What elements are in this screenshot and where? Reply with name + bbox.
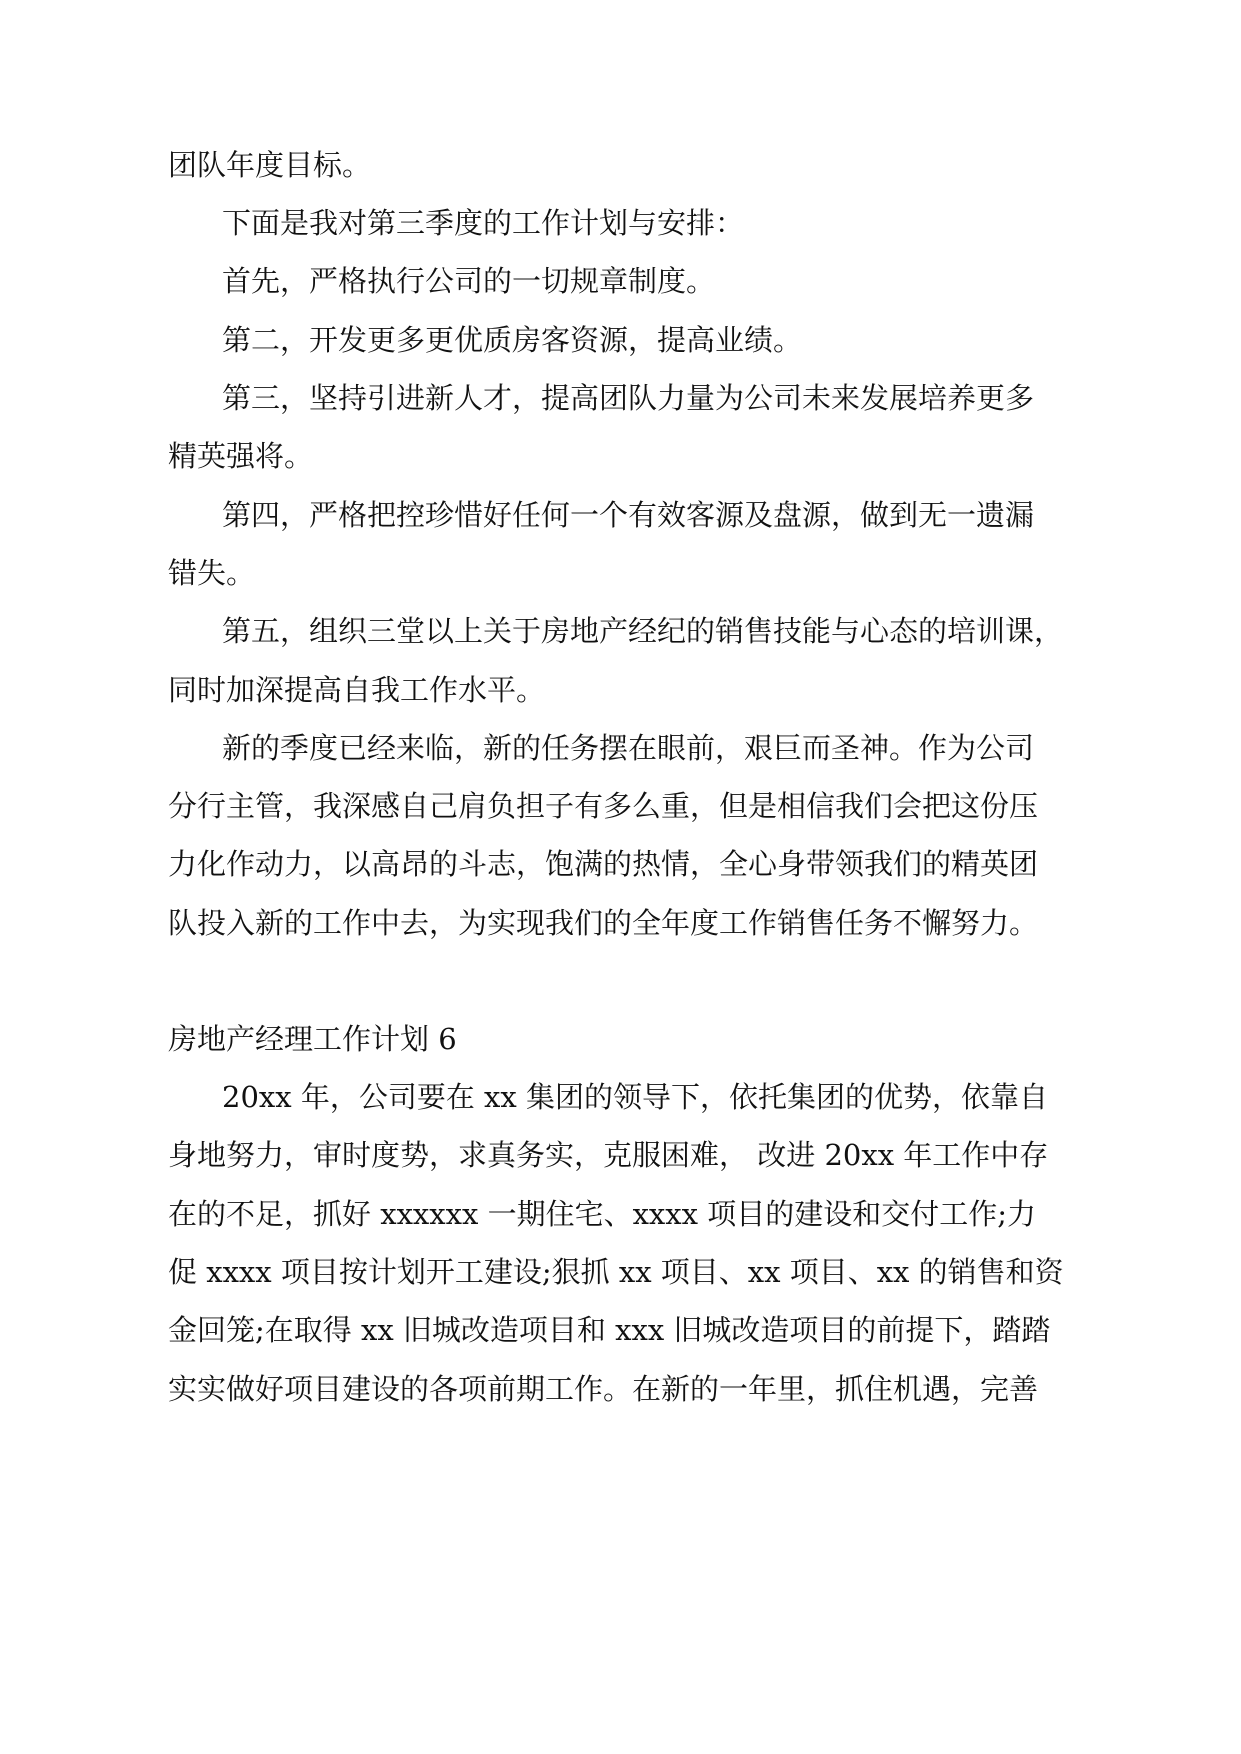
- paragraph-line: 实实做好项目建设的各项前期工作。在新的一年里，抓住机遇，完善: [168, 1372, 1039, 1406]
- paragraph-line: 新的季度已经来临，新的任务摆在眼前，艰巨而圣神。作为公司: [222, 731, 1035, 765]
- paragraph-line: 身地努力，审时度势，求真务实，克服困难， 改进 20xx 年工作中存: [168, 1138, 1049, 1172]
- paragraph-line: 精英强将。: [168, 439, 314, 473]
- paragraph-line: 团队年度目标。: [168, 148, 372, 182]
- paragraph-line: 第二，开发更多更优质房客资源，提高业绩。: [222, 323, 803, 357]
- paragraph-line: 促 xxxx 项目按计划开工建设;狠抓 xx 项目、xx 项目、xx 的销售和资: [168, 1255, 1064, 1289]
- paragraph-line: 在的不足，抓好 xxxxxx 一期住宅、xxxx 项目的建设和交付工作;力: [168, 1197, 1036, 1231]
- paragraph-line: 第四，严格把控珍惜好任何一个有效客源及盘源，做到无一遗漏: [222, 498, 1035, 532]
- paragraph-line: 20xx 年，公司要在 xx 集团的领导下，依托集团的优势，依靠自: [222, 1080, 1048, 1114]
- paragraph-line: 同时加深提高自我工作水平。: [168, 673, 546, 707]
- section-title: 房地产经理工作计划 6: [168, 1022, 457, 1056]
- paragraph-line: 队投入新的工作中去，为实现我们的全年度工作销售任务不懈努力。: [168, 906, 1039, 940]
- paragraph-line: 错失。: [168, 556, 256, 590]
- paragraph-line: 分行主管，我深感自己肩负担子有多么重，但是相信我们会把这份压: [168, 789, 1039, 823]
- paragraph-line: 第五，组织三堂以上关于房地产经纪的销售技能与心态的培训课，: [222, 614, 1064, 648]
- paragraph-line: 力化作动力，以高昂的斗志，饱满的热情，全心身带领我们的精英团: [168, 847, 1039, 881]
- paragraph-line: 首先，严格执行公司的一切规章制度。: [222, 264, 716, 298]
- paragraph-line: 第三，坚持引进新人才，提高团队力量为公司未来发展培养更多: [222, 381, 1035, 415]
- paragraph-line: 金回笼;在取得 xx 旧城改造项目和 xxx 旧城改造项目的前提下，踏踏: [168, 1313, 1051, 1347]
- paragraph-line: 下面是我对第三季度的工作计划与安排：: [222, 206, 745, 240]
